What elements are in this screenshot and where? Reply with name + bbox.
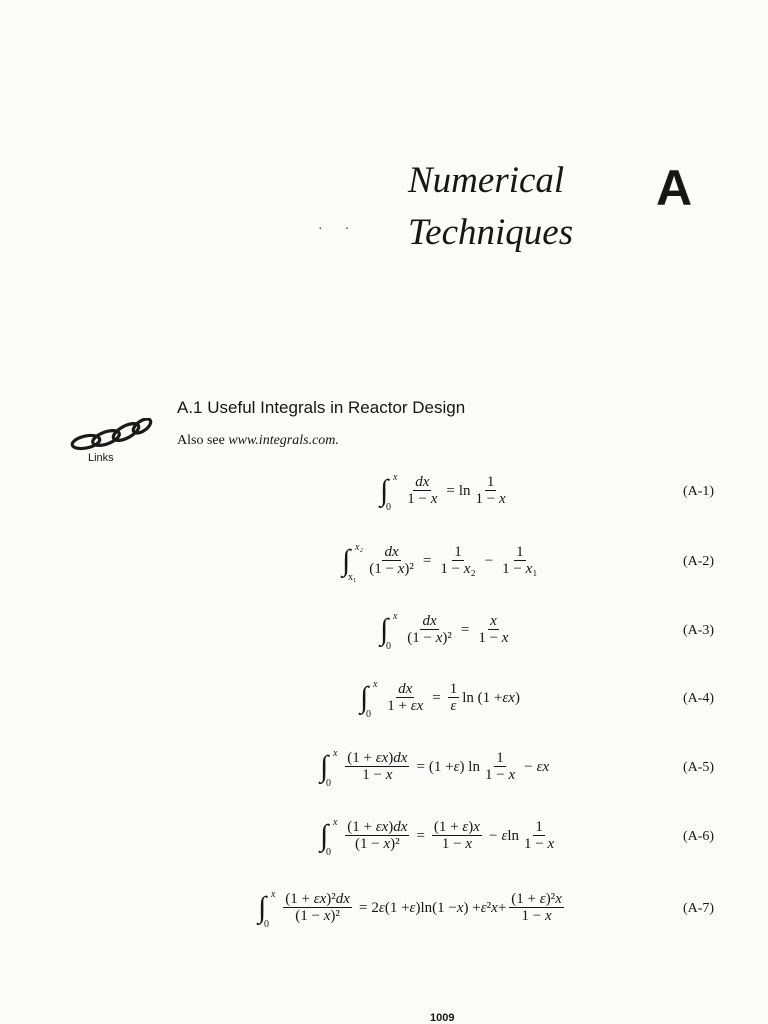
equation-label-a3: (A-3): [683, 623, 715, 638]
see-also-line: [177, 433, 339, 449]
equation-label-a2: (A-2): [683, 554, 715, 569]
chapter-title-line1: Numerical: [408, 160, 565, 201]
page-number: 1009: [430, 1012, 455, 1024]
chapter-title: [408, 155, 573, 259]
equation-label-a7: (A-7): [683, 901, 715, 916]
integrals-link[interactable]: www.integrals.com.: [228, 433, 339, 448]
equation-a6: ∫ x 0 $\frac{(1 + \varepsilon x)dx}{\text{(1 − x)²}}$ = $\frac{(1 + \varepsilon)x}{1 - x}$ − ε ln $\frac{1}{1 - x}$: [320, 817, 555, 858]
section-heading: A.1 Useful Integrals in Reactor Design: [177, 398, 466, 417]
links-label: Links: [88, 452, 114, 464]
equation-a2: ∫ x₂ x₁ $\frac{dx}{\text{(1 − x)²}}$ = $\frac{1}{\text{1 − x₂}}$ − $\frac{1}{\text{1 − x₁}}$: [342, 542, 538, 583]
equation-a7: ∫ x 0 $\frac{\text{(1 + εx)²dx}}{\text{(1 − x)²}}$ = 2 ε (1 + ε )ln(1 − x ) + ε ² x + $\frac{\text{(1 + ε)²x}}{1 - x}$: [258, 889, 562, 930]
decorative-dots: ··: [318, 222, 372, 237]
chapter-title-line2: Techniques: [408, 212, 574, 253]
equation-label-a1: (A-1): [683, 484, 715, 499]
appendix-letter: A: [656, 160, 693, 216]
equation-a4: ∫ x 0 $\frac{dx}{1 + \varepsilon x}$ = $\frac{1}{\varepsilon}$ ln (1 + εx ): [360, 679, 520, 720]
equation-a3: ∫ x 0 $\frac{dx}{\text{(1 − x)²}}$ = $\frac{x}{1 - x}$: [380, 611, 509, 652]
equation-a5: ∫ x 0 $\frac{(1 + \varepsilon x)dx}{1 - x}$ = (1 + ε ) ln $\frac{1}{1 - x}$ − εx: [320, 748, 550, 789]
see-also-prefix: Also see: [177, 433, 225, 448]
equation-a1: ∫ x 0 $\frac{dx}{1 - x}$ = ln $\frac{1}{1 - x}$: [380, 472, 506, 513]
equation-label-a4: (A-4): [683, 691, 715, 706]
equation-label-a6: (A-6): [683, 829, 715, 844]
equation-label-a5: (A-5): [683, 760, 715, 775]
